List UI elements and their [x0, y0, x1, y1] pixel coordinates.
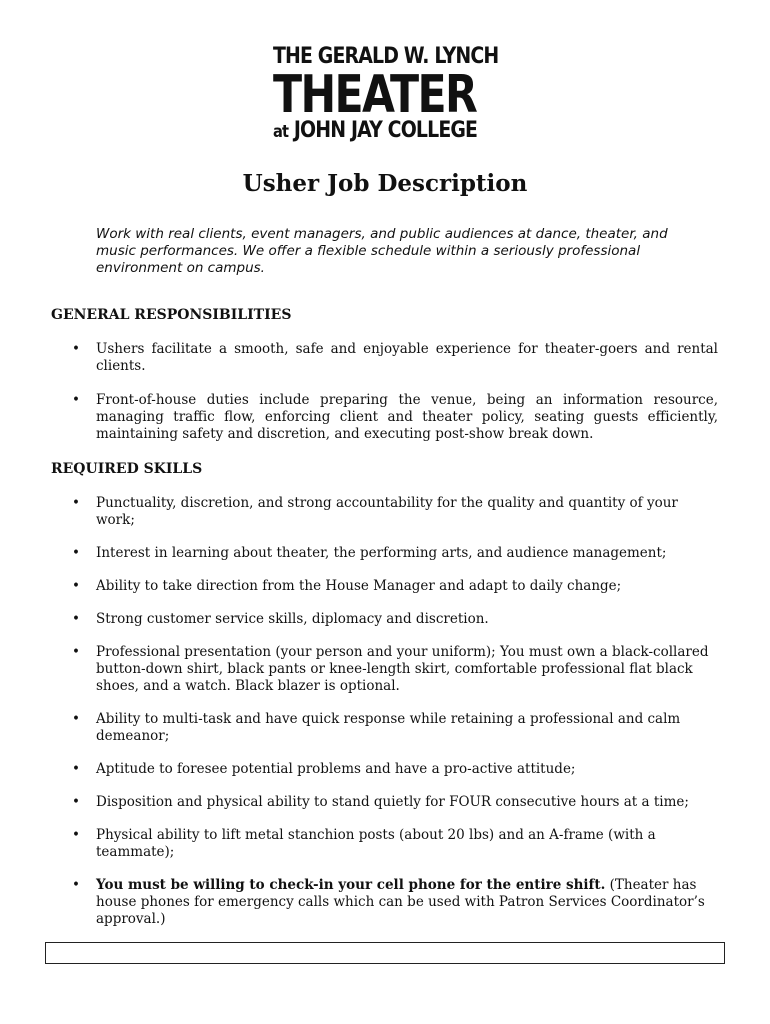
list-item [0, 644, 770, 695]
bullet-icon: • [72, 644, 80, 660]
logo-line-3 [273, 118, 478, 143]
bullet-icon: • [72, 877, 80, 893]
general-responsibilities-heading: GENERAL RESPONSIBILITIES [51, 307, 292, 323]
list-item [0, 341, 770, 375]
list-item-text: Interest in learning about theater, the performing arts, and audience management; [96, 545, 667, 561]
list-item-text: Ability to multi-task and have quick response while retaining a professional and calm demeanor; [96, 711, 681, 744]
logo-line-2: THEATER [273, 65, 477, 125]
bullet-icon: • [72, 611, 80, 627]
list-item-text: Strong customer service skills, diplomacy and discretion. [96, 611, 489, 627]
list-item [0, 578, 770, 595]
list-item-text: Physical ability to lift metal stanchion posts (about 20 lbs) and an A-frame (with a teammate); [96, 827, 656, 860]
list-item [0, 877, 770, 928]
list-item-bold-text: You must be willing to check-in your cell phone for the entire shift. [96, 877, 606, 893]
bullet-icon: • [72, 392, 80, 408]
theater-logo [273, 44, 499, 143]
list-item-text: Disposition and physical ability to stand quietly for FOUR consecutive hours at a time; [96, 794, 689, 810]
general-responsibilities-list [0, 341, 770, 443]
bullet-icon: • [72, 794, 80, 810]
required-skills-list [0, 495, 770, 928]
bullet-icon: • [72, 827, 80, 843]
bullet-icon: • [72, 711, 80, 727]
list-item [0, 794, 770, 811]
list-item-text: Front-of-house duties include preparing the venue, being an information resource, managing traffic flow, enforcing client and theater policy, seating guests efficiently, maintaining safety and discretion, and executing post-show break down. [96, 392, 718, 442]
required-skills-heading: REQUIRED SKILLS [51, 461, 203, 477]
bullet-icon: • [72, 578, 80, 594]
bullet-icon: • [72, 545, 80, 561]
intro-paragraph: Work with real clients, event managers, and public audiences at dance, theater, and music performances. We offer a flexible schedule within a seriously professional environment on campus. [96, 226, 668, 276]
list-item [0, 545, 770, 562]
list-item-text: (Theater has house phones for emergency calls which can be used with Patron Services Coordinator’s approval.) [96, 877, 705, 927]
list-item-text: Professional presentation (your person and your uniform); You must own a black-collared button-down shirt, black pants or knee-length skirt, comfortable professional flat black shoes, and a watch. Black blazer is optional. [96, 644, 709, 694]
list-item-text: Punctuality, discretion, and strong accountability for the quality and quantity of your work; [96, 495, 678, 528]
list-item [0, 827, 770, 861]
list-item [0, 392, 770, 443]
list-item-text: Ability to take direction from the House Manager and adapt to daily change; [96, 578, 622, 594]
list-item-text: Ushers facilitate a smooth, safe and enjoyable experience for theater-goers and rental clients. [96, 341, 718, 374]
list-item-text: Aptitude to foresee potential problems and have a pro-active attitude; [96, 761, 576, 777]
list-item [0, 495, 770, 529]
page-title: Usher Job Description [242, 170, 528, 197]
logo-college: JOHN JAY COLLEGE [293, 118, 478, 143]
list-item [0, 761, 770, 778]
logo-line-1: THE GERALD W. LYNCH [273, 44, 499, 69]
bullet-icon: • [72, 341, 80, 357]
list-item [0, 711, 770, 745]
bullet-icon: • [72, 761, 80, 777]
list-item [0, 611, 770, 628]
bullet-icon: • [72, 495, 80, 511]
empty-box [45, 942, 725, 964]
logo-at: at [273, 122, 289, 142]
